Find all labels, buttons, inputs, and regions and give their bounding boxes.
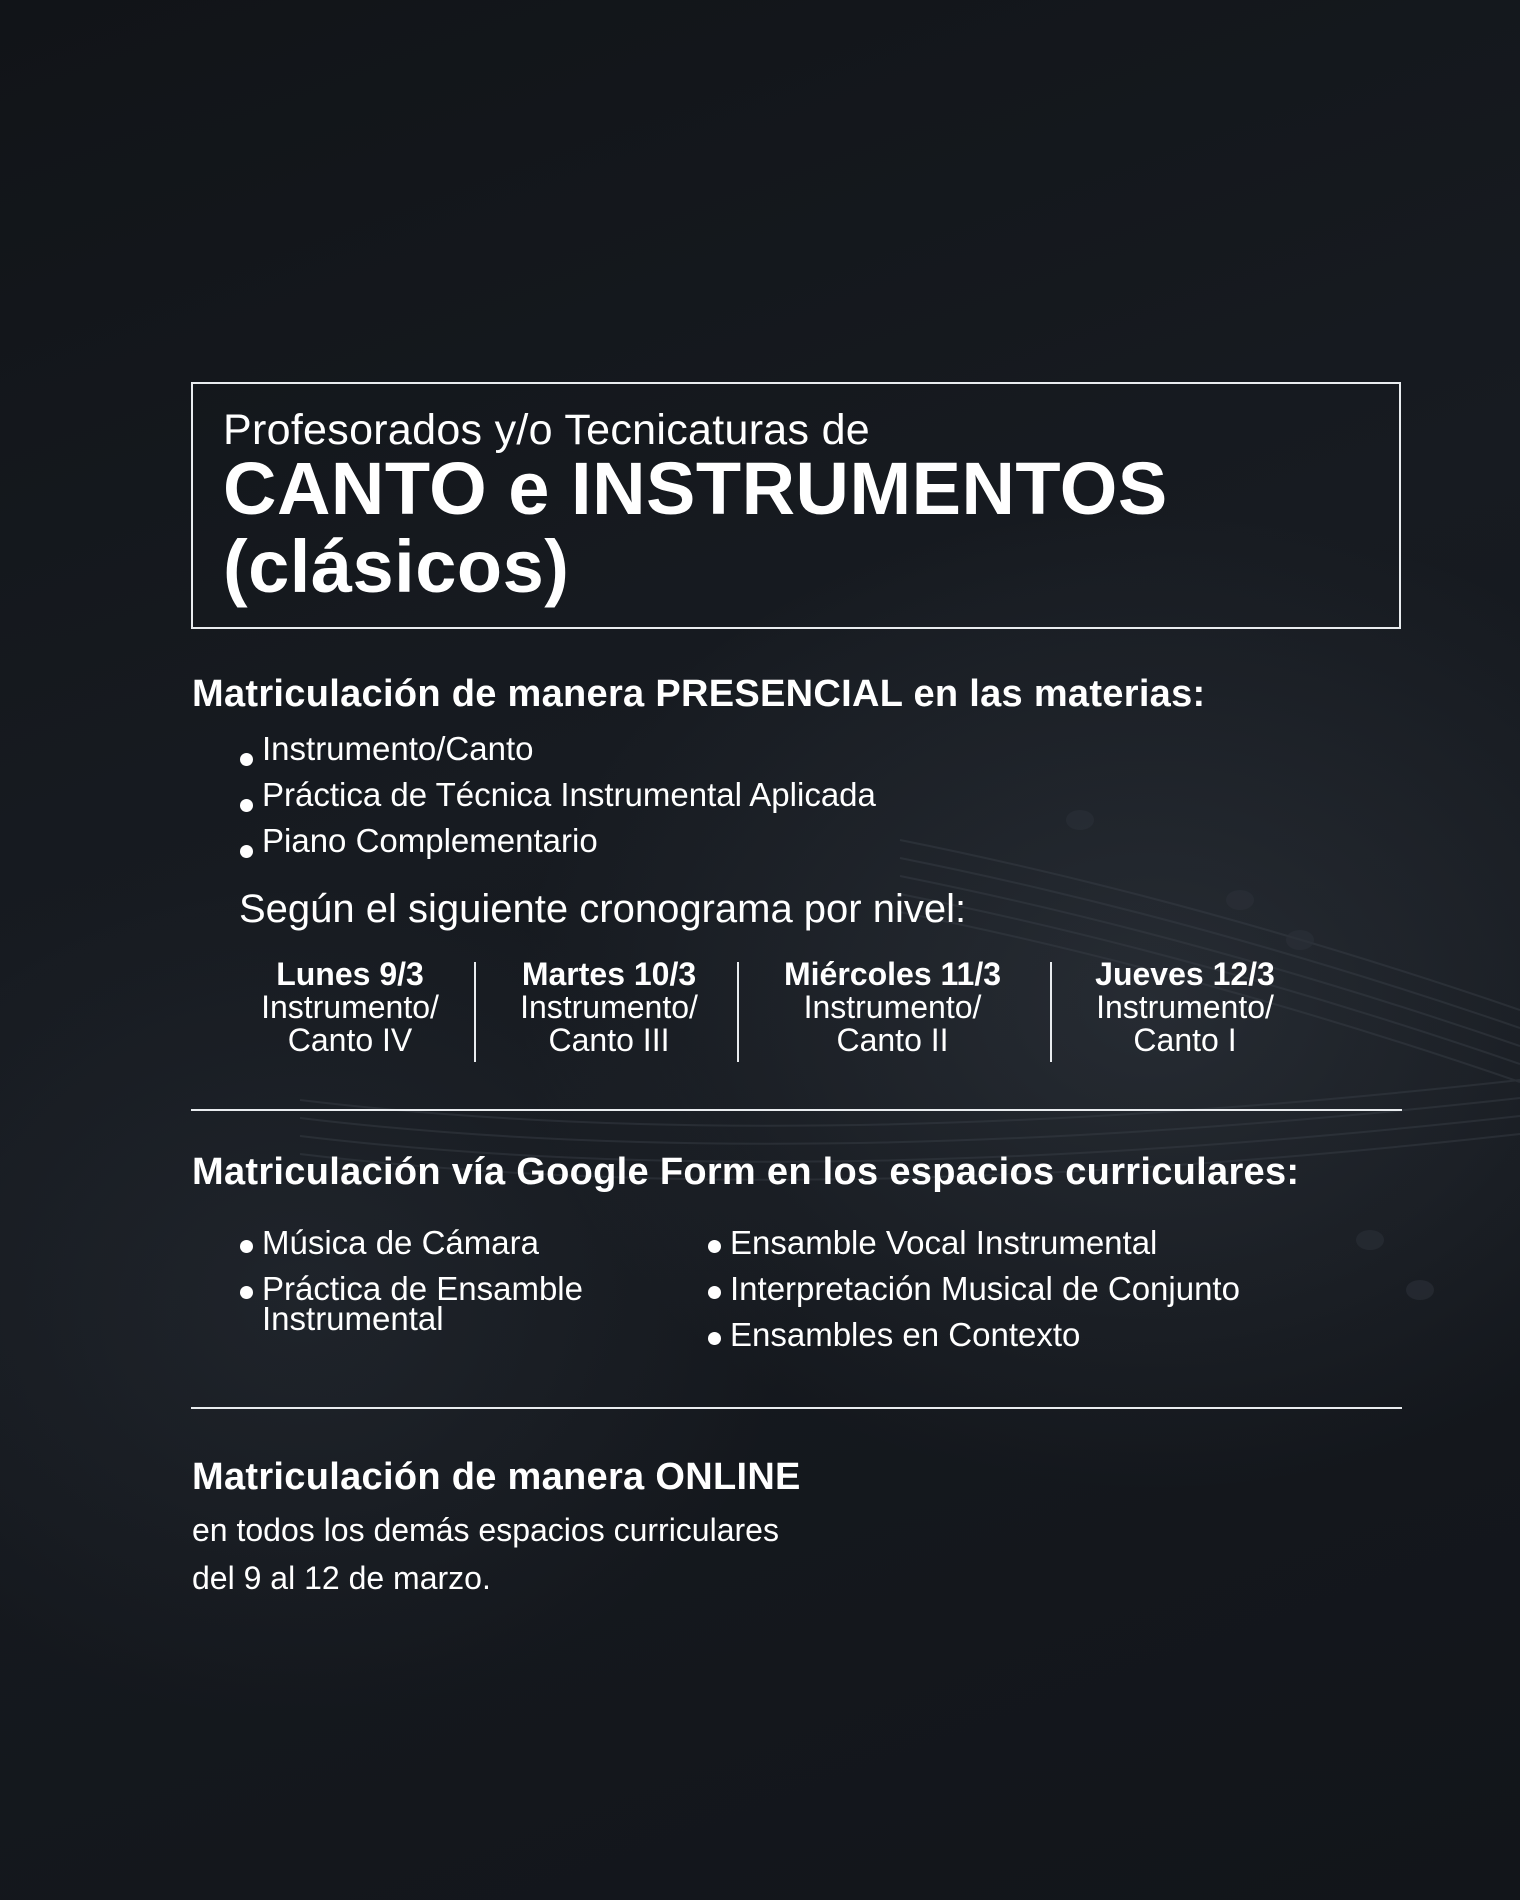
- day-subject-line1: Instrumento/: [520, 989, 698, 1025]
- title-main: [223, 447, 1168, 608]
- day-subject-line2: Canto II: [836, 1022, 949, 1058]
- list-item: Interpretación Musical de Conjunto: [706, 1274, 1240, 1304]
- title-line-2: (clásicos): [223, 525, 570, 608]
- day-subject-line2: Canto III: [548, 1022, 670, 1058]
- google-form-heading: Matriculación vía Google Form en los espacios curriculares:: [192, 1151, 1300, 1193]
- list-item: Ensambles en Contexto: [706, 1320, 1240, 1350]
- google-form-list-right: [706, 1224, 1240, 1366]
- list-item: Práctica de Ensamble Instrumental: [238, 1274, 642, 1334]
- schedule-day-wednesday: [755, 958, 1030, 1057]
- section-divider: [191, 1407, 1402, 1409]
- list-item: Música de Cámara: [238, 1228, 658, 1258]
- schedule-day-thursday: [1070, 958, 1300, 1057]
- presencial-heading: Matriculación de manera PRESENCIAL en las materias:: [192, 673, 1206, 715]
- day-subject-line2: Canto I: [1133, 1022, 1237, 1058]
- schedule-intro: Según el siguiente cronograma por nivel:: [239, 887, 967, 931]
- schedule-table: [0, 958, 1520, 1064]
- title-box: [191, 382, 1401, 629]
- column-divider: [474, 962, 476, 1062]
- online-line-2: del 9 al 12 de marzo.: [192, 1560, 491, 1596]
- day-subject-line2: Canto IV: [287, 1022, 413, 1058]
- column-divider: [1050, 962, 1052, 1062]
- list-item: Práctica de Técnica Instrumental Aplicada: [238, 773, 876, 819]
- day-name: Martes 10/3: [521, 956, 697, 992]
- schedule-day-monday: [235, 958, 465, 1057]
- list-item: Piano Complementario: [238, 819, 876, 865]
- day-subject-line1: Instrumento/: [803, 989, 982, 1025]
- list-item: Instrumento/Canto: [238, 727, 876, 773]
- day-name: Lunes 9/3: [276, 956, 424, 992]
- column-divider: [737, 962, 739, 1062]
- section-divider: [191, 1109, 1402, 1111]
- title-subtitle: Profesorados y/o Tecnicaturas de: [223, 406, 870, 454]
- schedule-day-tuesday: [494, 958, 724, 1057]
- day-name: Miércoles 11/3: [783, 956, 1002, 992]
- online-description: [192, 1506, 779, 1602]
- day-subject-line1: Instrumento/: [261, 989, 439, 1025]
- day-name: Jueves 12/3: [1095, 956, 1275, 992]
- day-subject-line1: Instrumento/: [1096, 989, 1274, 1025]
- title-line-1: CANTO e INSTRUMENTOS: [223, 447, 1168, 530]
- google-form-list-left: [238, 1224, 658, 1350]
- presencial-list: [238, 727, 876, 865]
- list-item: Ensamble Vocal Instrumental: [706, 1228, 1240, 1258]
- online-line-1: en todos los demás espacios curriculares: [192, 1512, 779, 1548]
- online-heading: Matriculación de manera ONLINE: [192, 1456, 801, 1498]
